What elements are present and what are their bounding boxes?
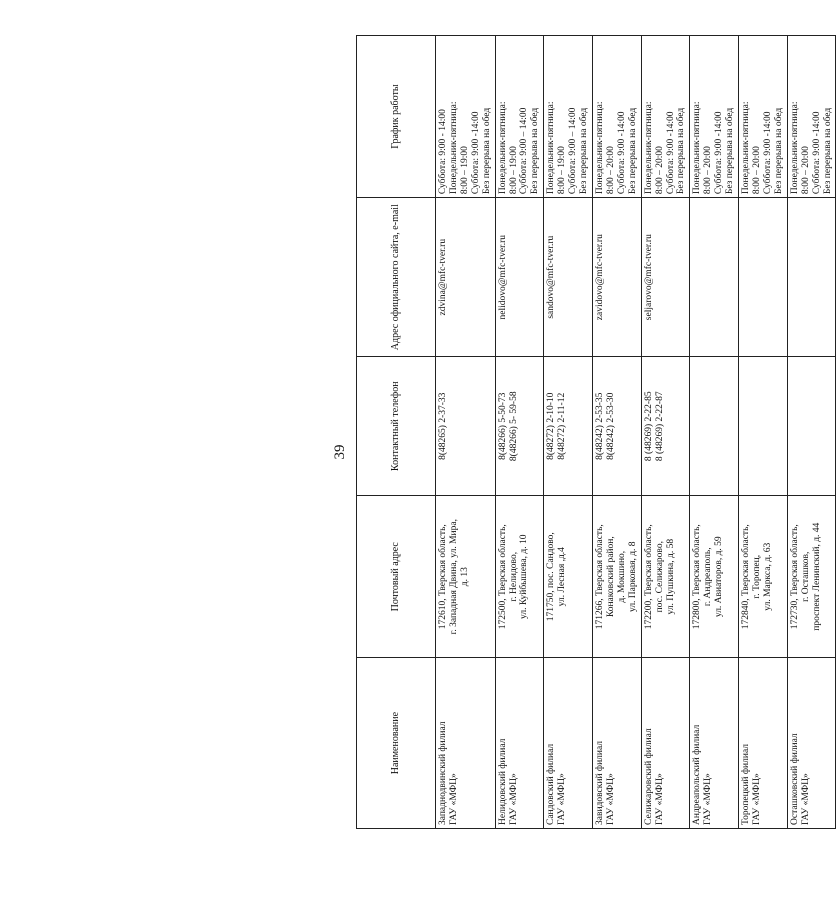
work-schedule-cell bbox=[690, 36, 739, 198]
postal-address-cell bbox=[690, 496, 739, 658]
website-email-line[interactable]: nelidovo@mfc-tver.ru bbox=[497, 234, 508, 320]
work-schedule-line: Суббота: 9:00 -14:00 bbox=[811, 111, 822, 195]
postal-address-line: ул. Пушкина, д. 58 bbox=[665, 538, 676, 615]
website-email-cell bbox=[787, 198, 836, 357]
postal-address-line: д. 13 bbox=[459, 567, 470, 587]
branch-name-line: Осташковский филиал bbox=[789, 733, 800, 825]
table-row bbox=[739, 36, 788, 829]
work-schedule-line: Суббота: 9:00 -14:00 bbox=[714, 111, 725, 195]
work-schedule-line: Суббота: 9:00 – 14:00 bbox=[568, 107, 579, 195]
postal-address-line: 172200, Тверская область, bbox=[643, 524, 654, 630]
work-schedule-cell bbox=[787, 36, 836, 198]
contact-phone-line: 8(48242) 2-53-35 bbox=[594, 392, 605, 460]
work-schedule-line: 8:00 – 20:00 bbox=[703, 146, 714, 195]
contact-phone-line: 8(48266) 5- 59-58 bbox=[508, 391, 519, 462]
postal-address-cell bbox=[641, 496, 690, 658]
postal-address-line: ул. Парковая, д. 8 bbox=[627, 541, 638, 613]
website-email-cell bbox=[592, 198, 641, 357]
table-header-row bbox=[357, 36, 436, 829]
table-row bbox=[690, 36, 739, 829]
branch-name-line: Сандовский филиал bbox=[546, 743, 557, 825]
website-email-cell bbox=[739, 198, 788, 357]
contact-phone-line: 8(48272) 2-11-12 bbox=[557, 392, 568, 460]
work-schedule-cell bbox=[592, 36, 641, 198]
website-email-line[interactable]: seljarovo@mfc-tver.ru bbox=[643, 234, 654, 321]
work-schedule-line: Без перерыва на обед bbox=[579, 107, 590, 195]
work-schedule-line: Понедельник-пятница: bbox=[546, 101, 557, 195]
postal-address-line: д. Мокшино, bbox=[616, 550, 627, 603]
postal-address-cell bbox=[495, 496, 544, 658]
branch-name-line: Нелидовский филиал bbox=[497, 738, 508, 825]
work-schedule-cell bbox=[495, 36, 544, 198]
work-schedule-line: Суббота: 9:00 -14:00 bbox=[470, 111, 481, 195]
contact-phone-line: 8(48266) 5-50-73 bbox=[497, 392, 508, 460]
work-schedule-line: Без перерыва на обед bbox=[481, 107, 492, 195]
work-schedule-line: Понедельник-пятница: bbox=[692, 101, 703, 195]
work-schedule-line: Понедельник-пятница: bbox=[741, 101, 752, 195]
website-email-cell bbox=[495, 198, 544, 357]
postal-address-line: ул. Маркса, д. 63 bbox=[762, 542, 773, 611]
table-row bbox=[787, 36, 836, 829]
work-schedule-line: 8:00 – 20:00 bbox=[800, 146, 811, 195]
postal-address-line: 172610, Тверская область, bbox=[438, 524, 448, 630]
branch-name-line: Торопецкий филиал bbox=[741, 744, 752, 825]
contact-phone-cell bbox=[592, 357, 641, 496]
contact-phone-line: 8(48272) 2-10-10 bbox=[546, 392, 557, 460]
website-email-line[interactable]: zavidovo@mfc-tver.ru bbox=[594, 234, 605, 321]
rotated-page-content bbox=[110, 47, 833, 857]
postal-address-line: ул. Авиаторов, д. 59 bbox=[714, 536, 725, 618]
contact-phone-cell bbox=[690, 357, 739, 496]
branch-name-line: Селижаровский филиал bbox=[643, 728, 654, 825]
table-row bbox=[544, 36, 593, 829]
contact-phone-cell bbox=[544, 357, 593, 496]
branch-name-cell bbox=[544, 658, 593, 829]
work-schedule-line: Без перерыва на обед bbox=[822, 107, 833, 195]
branch-name-line: ГАУ «МФЦ» bbox=[557, 773, 568, 825]
work-schedule-cell bbox=[739, 36, 788, 198]
postal-address-cell bbox=[787, 496, 836, 658]
header-name: Наименование bbox=[357, 658, 436, 829]
postal-address-line: проспект Ленинский, д. 44 bbox=[811, 522, 822, 631]
postal-address-cell bbox=[544, 496, 593, 658]
branch-name-line: ГАУ «МФЦ» bbox=[751, 773, 762, 825]
branch-name-cell bbox=[787, 658, 836, 829]
header-email: Адрес официального сайта, e-mail bbox=[357, 198, 436, 357]
website-email-cell bbox=[544, 198, 593, 357]
work-schedule-line: Без перерыва на обед bbox=[725, 107, 736, 195]
work-schedule-line: Без перерыва на обед bbox=[627, 107, 638, 195]
work-schedule-line: 8:00 – 20:00 bbox=[654, 146, 665, 195]
table-row bbox=[495, 36, 544, 829]
branch-name-cell bbox=[690, 658, 739, 829]
page-number: 39 bbox=[332, 444, 348, 460]
branch-name-line: Андреапольский филиал bbox=[692, 724, 703, 825]
work-schedule-cell bbox=[641, 36, 690, 198]
website-email-cell bbox=[436, 198, 496, 357]
website-email-line[interactable]: zdvina@mfc-tver.ru bbox=[438, 238, 448, 316]
work-schedule-line: 8:00 – 19:00 bbox=[459, 146, 470, 195]
work-schedule-line: 8:00 – 19:00 bbox=[557, 146, 568, 195]
table-row bbox=[641, 36, 690, 829]
work-schedule-line: Суббота: 9:00 – 14:00 bbox=[519, 107, 530, 195]
postal-address-cell bbox=[739, 496, 788, 658]
work-schedule-line: Суббота: 9:00 - 14:00 bbox=[438, 109, 448, 195]
postal-address-line: пос. Селижарово, bbox=[654, 541, 665, 613]
website-email-cell bbox=[641, 198, 690, 357]
postal-address-line: г. Нелидово, bbox=[508, 551, 519, 602]
branch-name-line: ГАУ «МФЦ» bbox=[703, 773, 714, 825]
branch-name-cell bbox=[495, 658, 544, 829]
work-schedule-line: Суббота: 9:00 -14:00 bbox=[762, 111, 773, 195]
work-schedule-line: Без перерыва на обед bbox=[530, 107, 541, 195]
contact-phone-line: 8 (48269) 2-22-85 bbox=[643, 391, 654, 462]
postal-address-cell bbox=[592, 496, 641, 658]
postal-address-line: г. Осташков, bbox=[800, 551, 811, 602]
contact-phone-line: 8(48242) 2-53-30 bbox=[605, 392, 616, 460]
postal-address-line: 172800, Тверская область, bbox=[692, 524, 703, 630]
table-row bbox=[436, 36, 496, 829]
branch-table bbox=[356, 35, 836, 829]
branch-name-cell bbox=[641, 658, 690, 829]
branch-name-line: ГАУ «МФЦ» bbox=[448, 773, 459, 825]
contact-phone-cell bbox=[495, 357, 544, 496]
contact-phone-line: 8 (48269) 2-22-87 bbox=[654, 391, 665, 462]
postal-address-line: 172500, Тверская область, bbox=[497, 524, 508, 630]
contact-phone-cell bbox=[641, 357, 690, 496]
branch-name-cell bbox=[592, 658, 641, 829]
work-schedule-line: Суббота: 9:00 -14:00 bbox=[665, 111, 676, 195]
work-schedule-line: Понедельник-пятница: bbox=[448, 101, 459, 195]
postal-address-line: г. Андреаполь, bbox=[703, 547, 714, 607]
branch-name-cell bbox=[739, 658, 788, 829]
postal-address-line: ул. Лесная ,д.4 bbox=[557, 547, 568, 607]
postal-address-line: г. Западная Двина, ул. Мира, bbox=[448, 519, 459, 635]
postal-address-line: ул. Куйбышева, д. 10 bbox=[519, 534, 530, 619]
work-schedule-line: Без перерыва на обед bbox=[676, 107, 687, 195]
work-schedule-cell bbox=[544, 36, 593, 198]
contact-phone-line: 8(48265) 2-37-33 bbox=[438, 392, 448, 460]
work-schedule-line: Понедельник-пятница: bbox=[594, 101, 605, 195]
table-row bbox=[592, 36, 641, 829]
branch-name-line: Завидовский филиал bbox=[594, 740, 605, 825]
postal-address-line: 172840, Тверская область, bbox=[741, 524, 752, 630]
branch-name-line: ГАУ «МФЦ» bbox=[605, 773, 616, 825]
postal-address-line: г. Торопец, bbox=[751, 554, 762, 599]
work-schedule-line: 8:00 – 20:00 bbox=[605, 146, 616, 195]
work-schedule-line: 8:00 – 20:00 bbox=[751, 146, 762, 195]
work-schedule-line: Понедельник-пятница: bbox=[497, 101, 508, 195]
contact-phone-cell bbox=[739, 357, 788, 496]
work-schedule-line: Без перерыва на обед bbox=[773, 107, 784, 195]
branch-name-line: ГАУ «МФЦ» bbox=[800, 773, 811, 825]
work-schedule-cell bbox=[436, 36, 496, 198]
header-phone: Контактный телефон bbox=[357, 357, 436, 496]
website-email-cell bbox=[690, 198, 739, 357]
branch-name-line: ГАУ «МФЦ» bbox=[654, 773, 665, 825]
branch-name-line: Западнодвинский филиал bbox=[438, 721, 448, 825]
branch-name-cell bbox=[436, 658, 496, 829]
website-email-line[interactable]: sandovo@mfc-tver.ru bbox=[546, 235, 557, 319]
postal-address-line: Конаковский район, bbox=[605, 536, 616, 618]
postal-address-line: 171750, пос. Сандово, bbox=[546, 532, 557, 622]
contact-phone-cell bbox=[436, 357, 496, 496]
header-schedule: График работы bbox=[357, 36, 436, 198]
work-schedule-line: 8:00 – 19:00 bbox=[508, 146, 519, 195]
postal-address-line: 171266, Тверская область, bbox=[594, 524, 605, 630]
work-schedule-line: Суббота: 9:00 -14:00 bbox=[616, 111, 627, 195]
work-schedule-line: Понедельник-пятница: bbox=[789, 101, 800, 195]
branch-name-line: ГАУ «МФЦ» bbox=[508, 773, 519, 825]
contact-phone-cell bbox=[787, 357, 836, 496]
postal-address-cell bbox=[436, 496, 496, 658]
work-schedule-line: Понедельник-пятница: bbox=[643, 101, 654, 195]
postal-address-line: 172730, Тверская область, bbox=[789, 524, 800, 630]
header-address: Почтовый адрес bbox=[357, 496, 436, 658]
